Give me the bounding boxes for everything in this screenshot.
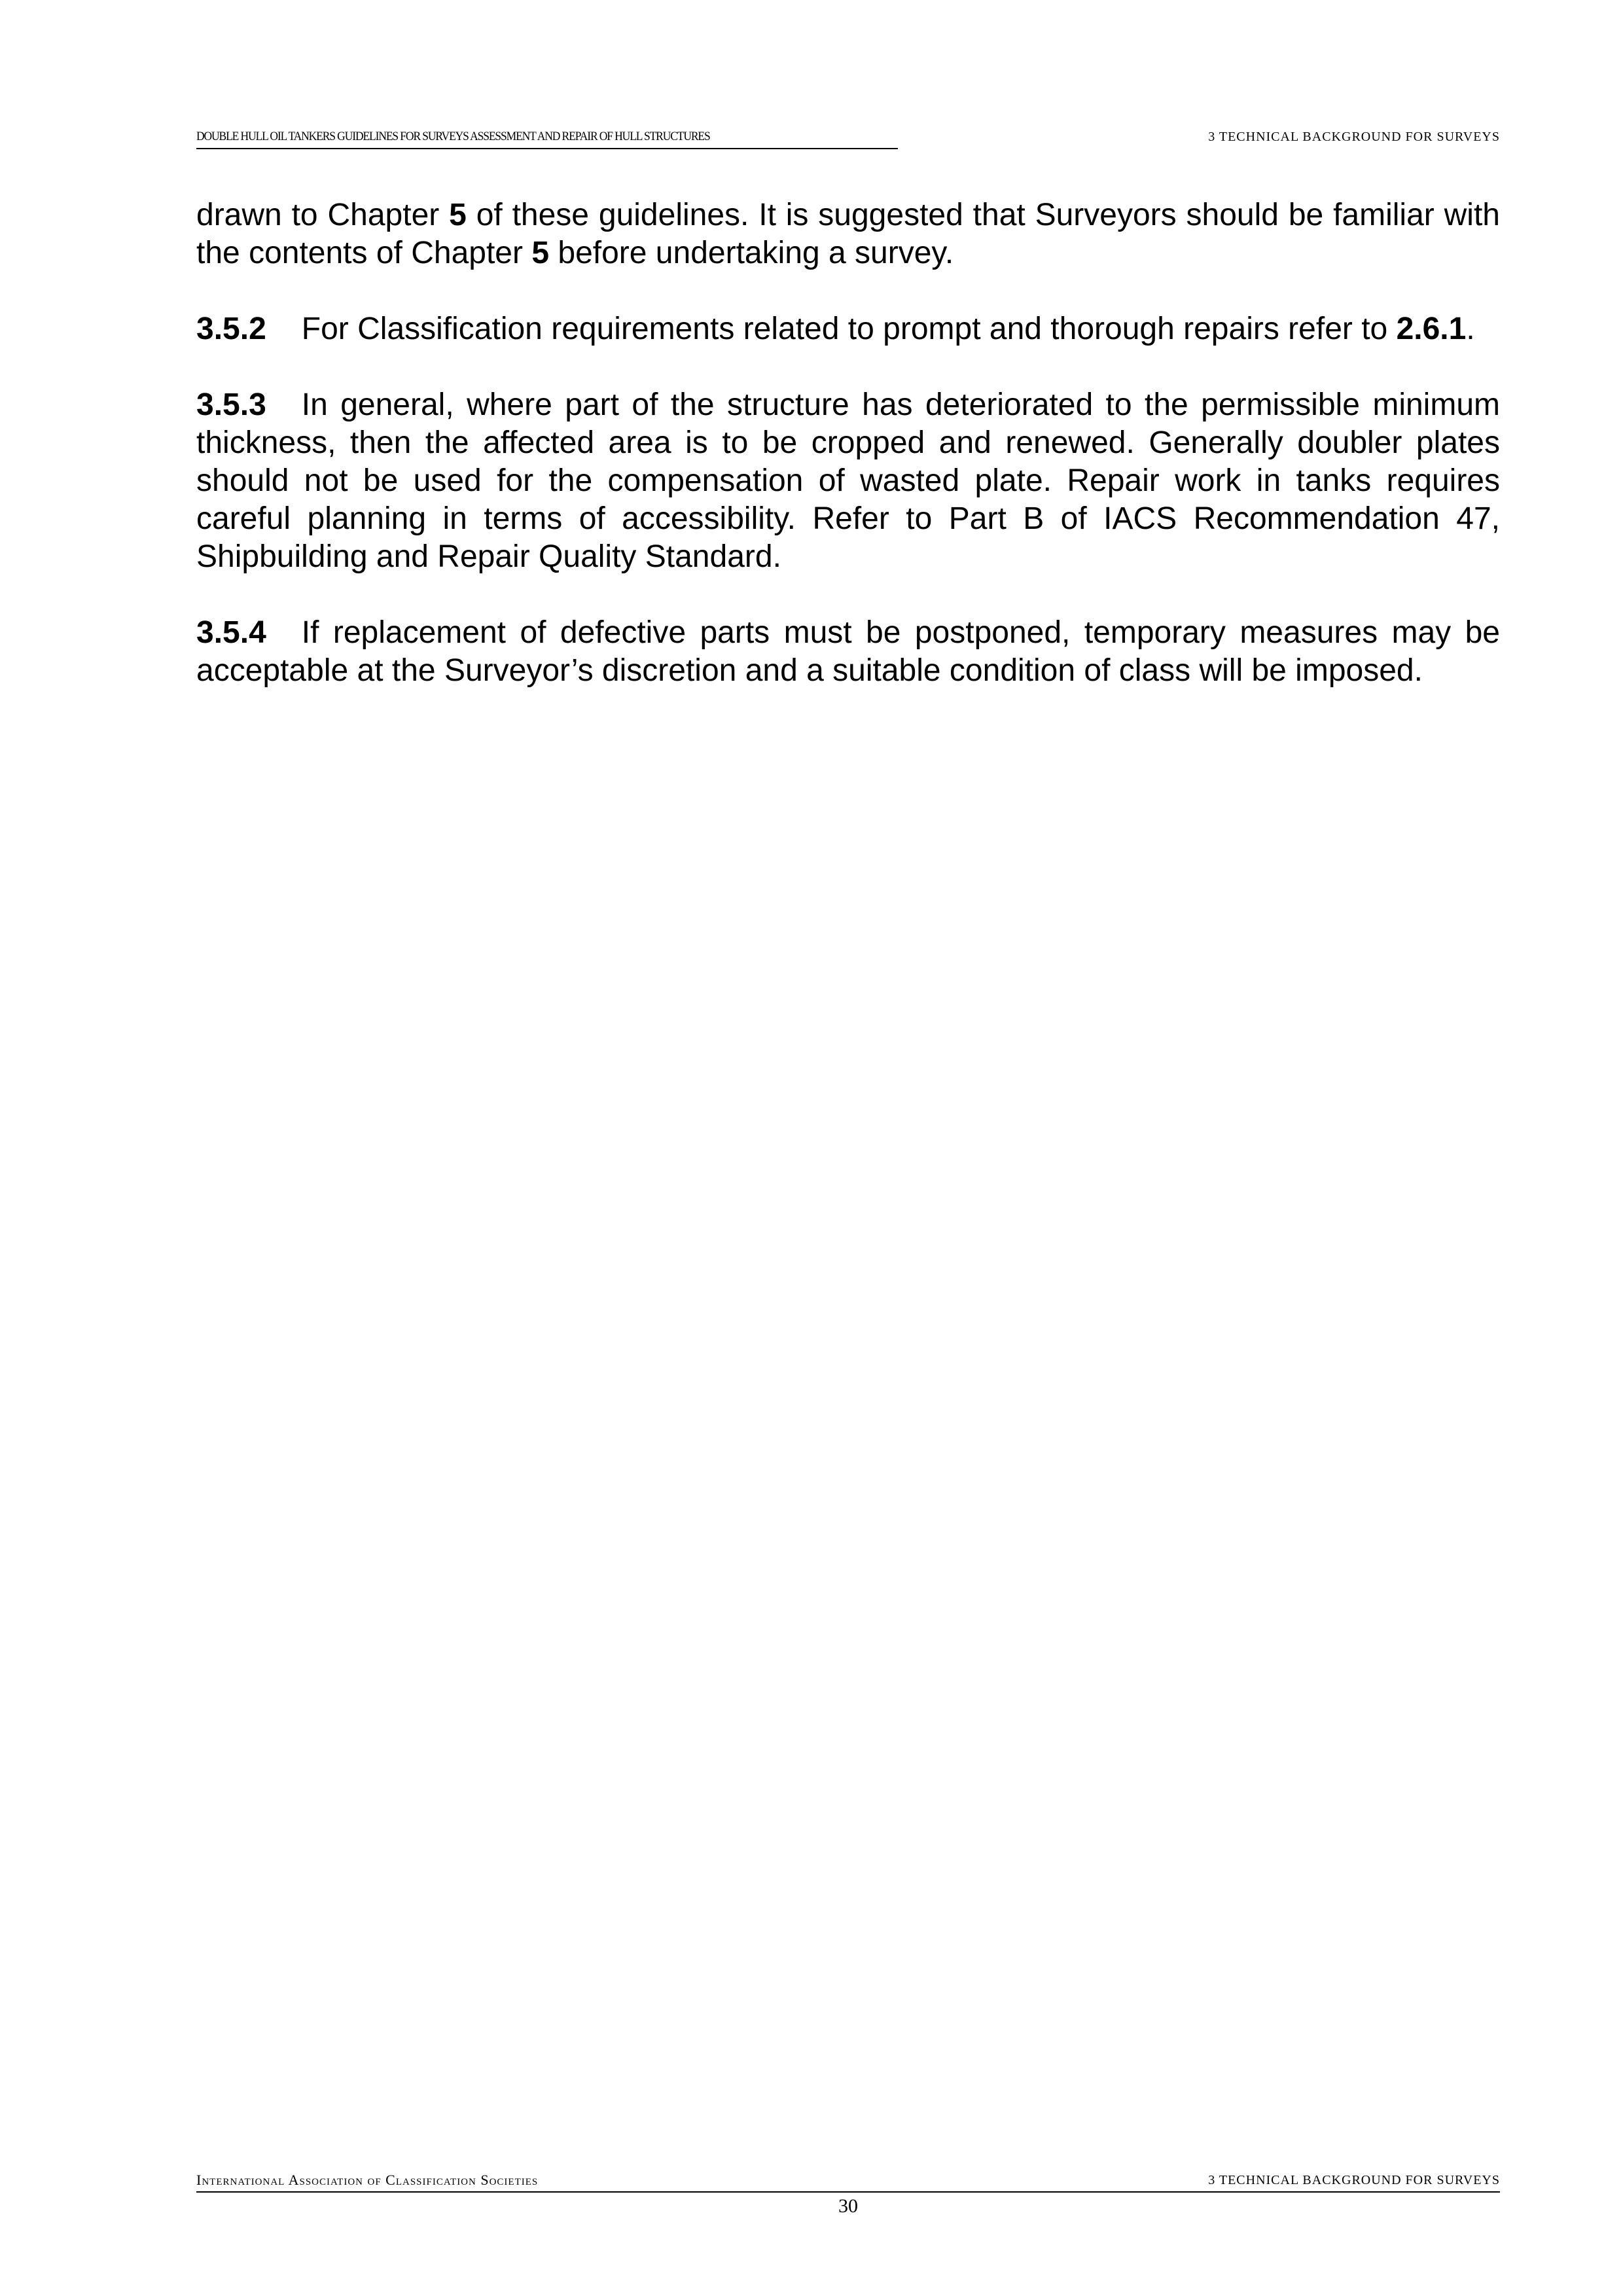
paragraph-text: before undertaking a survey. bbox=[549, 236, 954, 270]
paragraph-text: . bbox=[1466, 312, 1475, 346]
page-body bbox=[196, 196, 1500, 728]
paragraph-text: drawn to Chapter bbox=[196, 198, 450, 232]
section-number: 3.5.4 bbox=[196, 615, 266, 650]
section-ref: 2.6.1 bbox=[1396, 312, 1467, 346]
header-section-title: 3 TECHNICAL BACKGROUND FOR SURVEYS bbox=[1208, 130, 1500, 144]
paragraph-text: of these guidelines. It is suggested that Surveyors should be familiar with the contents of Chapter bbox=[196, 198, 1500, 270]
paragraph-3-5-4 bbox=[196, 614, 1500, 690]
page-header bbox=[196, 130, 1500, 149]
footer-section-title: 3 TECHNICAL BACKGROUND FOR SURVEYS bbox=[1208, 2173, 1500, 2187]
paragraph-3-5-2 bbox=[196, 310, 1500, 348]
page-footer bbox=[196, 2172, 1500, 2217]
header-document-title: DOUBLE HULL OIL TANKERS GUIDELINES FOR SURVEYS ASSESSMENT AND REPAIR OF HULL STRUCTURES bbox=[196, 130, 710, 143]
paragraph-text: If replacement of defective parts must be postponed, temporary measures may be acceptable at the Surveyor’s discretion and a suitable condition of class will be imposed. bbox=[196, 615, 1500, 688]
paragraph-continuation bbox=[196, 196, 1500, 272]
footer-organization: International Association of Classification Societies bbox=[196, 2172, 539, 2188]
page-number: 30 bbox=[838, 2195, 858, 2217]
paragraph-text: In general, where part of the structure has deteriorated to the permissible minimum thickness, then the affected area is to be cropped and renewed. Generally doubler plates should not be used for the compensation of wasted plate. Repair work in tanks requires careful planning in terms of accessibility. Refer to Part B of IACS Recommendation 47, Shipbuilding and Repair Quality Standard. bbox=[196, 387, 1500, 574]
section-number: 3.5.3 bbox=[196, 387, 266, 422]
paragraph-text: For Classification requirements related to prompt and thorough repairs refer to bbox=[301, 312, 1397, 346]
section-number: 3.5.2 bbox=[196, 312, 266, 346]
chapter-ref: 5 bbox=[531, 236, 550, 270]
footer-rule bbox=[196, 2191, 1500, 2193]
header-rule bbox=[196, 148, 898, 149]
paragraph-3-5-3 bbox=[196, 386, 1500, 576]
chapter-ref: 5 bbox=[449, 198, 467, 232]
